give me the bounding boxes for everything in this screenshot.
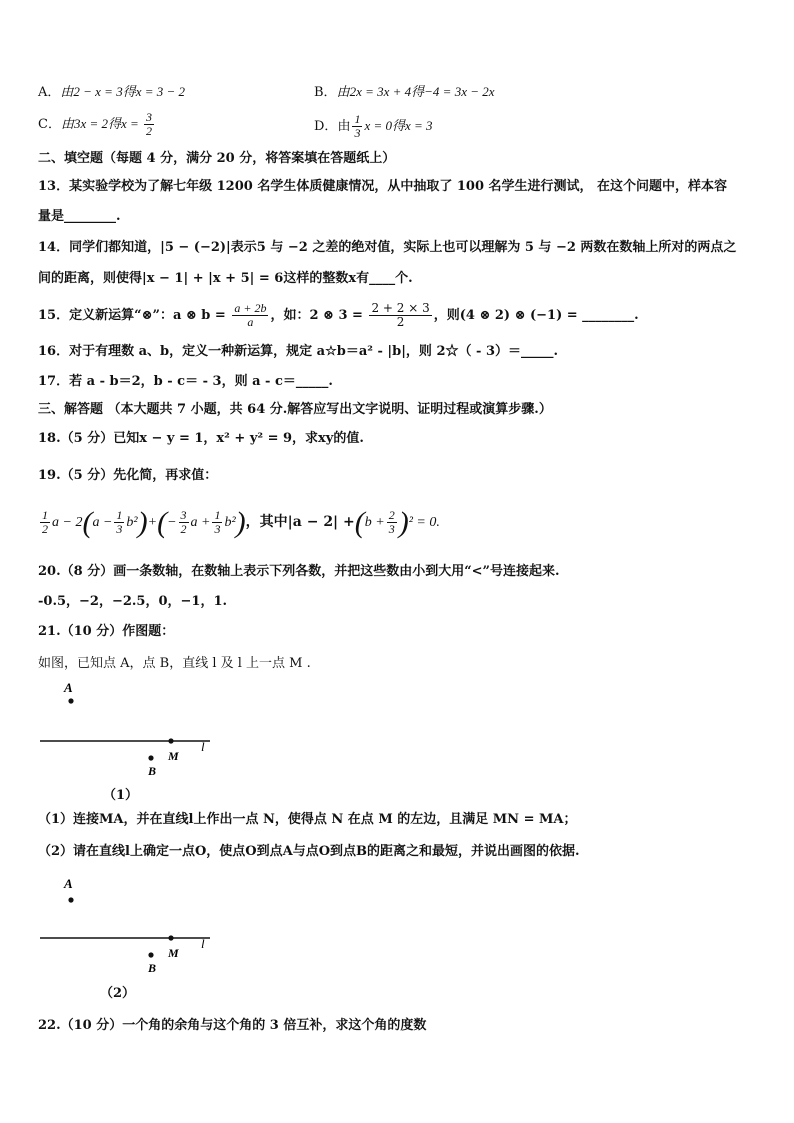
q15-post: ，则(4 ⊗ 2) ⊗ (−1) = ________.	[433, 308, 639, 323]
option-b	[314, 83, 495, 102]
q19-term: ² = 0.	[408, 515, 440, 530]
q15-fraction-1	[232, 302, 268, 329]
point-m	[168, 935, 173, 940]
point-a	[68, 897, 73, 902]
line-l-label: l	[201, 936, 205, 951]
q18: 18.（5 分）已知x − y = 1，x² + y² = 9，求xy的值.	[38, 431, 364, 446]
q21-title: 21.（10 分）作图题：	[38, 624, 175, 639]
fraction-one-third	[114, 509, 124, 536]
option-d-pre: 由	[337, 119, 351, 134]
point-m	[168, 738, 173, 743]
q21-intro: 如图，已知点 A，点 B，直线 l 及 l 上一点 M .	[38, 656, 311, 671]
fraction-denominator: 3	[388, 522, 395, 537]
option-a-text: 由2 − x = 3得x = 3 − 2	[60, 84, 186, 99]
q19-term: b +	[364, 515, 385, 530]
fraction-numerator: 3	[180, 508, 187, 523]
point-a	[68, 698, 73, 703]
q14-line2: 间的距离，则使得|x − 1| + |x + 5| = 6这样的整数x有____个.	[38, 271, 413, 286]
q19-term: a − 2	[52, 515, 83, 530]
point-m-label: M	[168, 946, 179, 960]
option-b-text: 由2x = 3x + 4得−4 = 3x − 2x	[336, 84, 495, 99]
fraction-denominator: 2	[180, 522, 187, 537]
point-b-label: B	[148, 764, 157, 778]
q15-fraction-2	[369, 302, 431, 329]
q13-line1: 13．某实验学校为了解七年级 1200 名学生体质健康情况，从中抽取了 100 名学生进行测试， 在这个问题中，样本容	[38, 179, 728, 194]
option-c	[38, 108, 156, 141]
q13-line2: 量是________.	[38, 209, 121, 224]
point-a-label: A	[64, 876, 73, 891]
q17: 17．若 a - b＝2，b - c＝ - 3，则 a - c＝_____.	[38, 374, 333, 389]
fraction-denominator: 3	[354, 126, 361, 140]
section3-header: 三、解答题 （本大题共 7 小题，共 64 分.解答应写出文字说明、证明过程或演算步骤.）	[38, 402, 552, 417]
fraction-two-thirds	[387, 509, 397, 536]
point-b	[148, 952, 153, 957]
q19-title: 19.（5 分）先化简，再求值：	[38, 468, 218, 483]
fraction-numerator: 3	[146, 110, 153, 124]
option-c-fraction	[144, 111, 154, 138]
fraction-numerator: 1	[42, 508, 48, 523]
fraction-numerator: 2 + 2 × 3	[371, 301, 430, 315]
q19-expression: $\frac{1}{2}$ a − 2(a − $\frac{1}{3}$ b²)+(− $\frac{3}{2}$ a + $\frac{1}{3}$ b²)，其中|a − 2| +(b + $\frac{2}{3}$ )² = 0.	[42, 505, 440, 539]
fraction-denominator: 2	[42, 522, 48, 537]
q15-mid: ，如：2 ⊗ 3 =	[270, 308, 368, 323]
q14-line1: 14．同学们都知道，|5 − (−2)|表示5 与 −2 之差的绝对值，实际上也可以理解为 5 与 −2 两数在数轴上所对的两点之	[38, 240, 737, 255]
option-b-label: B．	[314, 85, 337, 100]
option-d-post: x = 0得x = 3	[364, 118, 433, 133]
q19-condition: ，其中|a − 2| +	[245, 514, 355, 530]
option-a	[38, 83, 185, 102]
point-a-label: A	[64, 680, 73, 695]
fraction-denominator: 3	[116, 522, 123, 537]
fraction-one-half	[40, 509, 50, 536]
figure-1-caption: （1）	[103, 788, 139, 803]
q19-term: a −	[92, 515, 113, 530]
q19-term: −	[167, 515, 177, 530]
figure-1	[30, 676, 230, 801]
q22: 22.（10 分）一个角的余角与这个角的 3 倍互补，求这个角的度数	[38, 1018, 427, 1033]
q21-part2: （2）请在直线l上确定一点O，使点O到点A与点O到点B的距离之和最短，并说出画图的依据.	[38, 844, 580, 859]
fraction-denominator: 3	[214, 522, 221, 537]
fraction-numerator: 2	[388, 508, 395, 523]
option-c-label: C．	[38, 117, 61, 132]
section2-header: 二、填空题（每题 4 分，满分 20 分，将答案填在答题纸上）	[38, 151, 396, 166]
fraction-denominator: 2	[396, 315, 405, 329]
q19-term: b²	[224, 515, 236, 530]
fraction-numerator: 1	[116, 508, 123, 523]
fraction-three-halves	[179, 509, 189, 536]
option-c-text: 由3x = 2得x =	[60, 116, 143, 131]
figure-2-caption: （2）	[100, 986, 136, 1001]
fraction-numerator: 1	[354, 112, 361, 126]
q16: 16．对于有理数 a、b，定义一种新运算，规定 a☆b＝a² - |b|，则 2☆（ - 3）＝_____.	[38, 344, 559, 359]
point-b	[148, 755, 153, 760]
q19-term: b²	[126, 515, 138, 530]
q19-term: +	[147, 515, 158, 530]
q15-pre: 15．定义新运算“⊗”：a ⊗ b =	[38, 308, 231, 323]
q20-line1: 20.（8 分）画一条数轴，在数轴上表示下列各数，并把这些数由小到大用“<”号连接起来.	[38, 564, 560, 579]
q19-term: a +	[190, 515, 211, 530]
option-d-label: D．	[314, 119, 338, 134]
q21-part1: （1）连接MA，并在直线l上作出一点 N，使得点 N 在点 M 的左边，且满足 MN = MA；	[38, 812, 577, 827]
fraction-numerator: 1	[214, 508, 221, 523]
option-d	[314, 110, 433, 143]
fraction-denominator: 2	[146, 124, 153, 138]
fraction-denominator: a	[247, 315, 254, 329]
q20-line2: -0.5，−2，−2.5，0，−1，1.	[38, 594, 228, 609]
figure-2	[30, 872, 230, 982]
fraction-numerator: a + 2b	[234, 301, 267, 315]
q15	[38, 300, 639, 332]
option-a-label: A．	[38, 85, 61, 100]
option-d-fraction	[352, 113, 362, 140]
point-b-label: B	[148, 961, 157, 975]
fraction-one-third	[212, 509, 222, 536]
line-l-label: l	[201, 739, 205, 754]
point-m-label: M	[168, 749, 179, 763]
